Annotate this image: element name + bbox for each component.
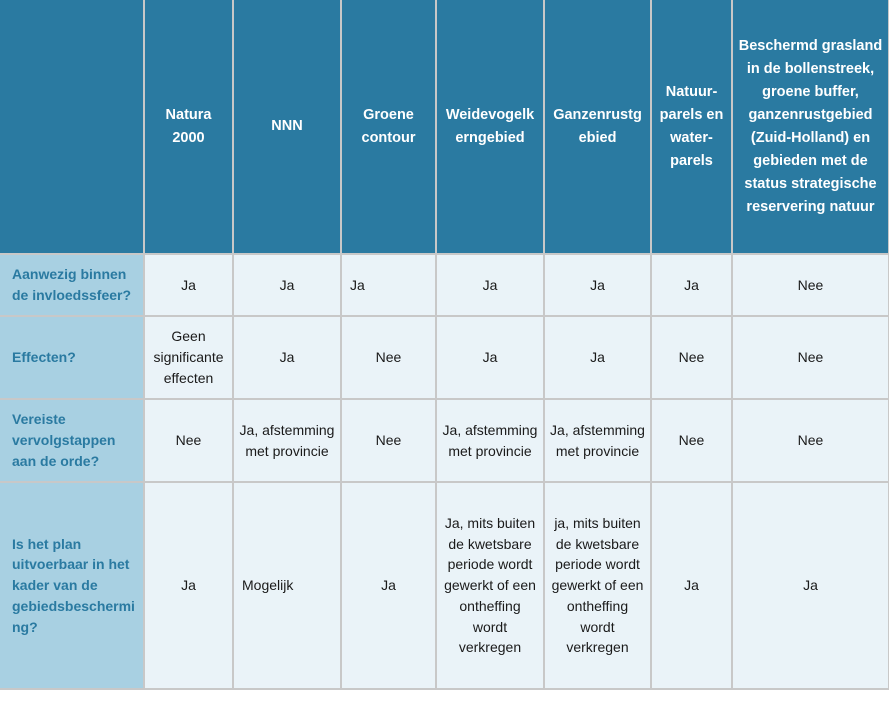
table-cell: Ja [544,254,651,316]
table-cell: Ja [144,254,233,316]
row-header-aanwezig: Aanwezig binnen de invloedssfeer? [0,254,144,316]
table-cell: Nee [144,399,233,482]
column-header-groene-contour: Groene contour [341,0,436,254]
table-cell: ja, mits buiten de kwetsbare periode wordt gewerkt of een ontheffing wordt verkregen [544,482,651,689]
table-cell: Ja [233,316,341,399]
table-cell: Nee [732,399,889,482]
table-cell: Ja [651,482,732,689]
table-cell: Ja, afstemming met provincie [233,399,341,482]
table-cell: Ja [436,254,544,316]
table-cell: Nee [341,316,436,399]
table-cell: Ja, afstemming met provincie [544,399,651,482]
table-cell: Ja [651,254,732,316]
table-cell: Ja, afstemming met provincie [436,399,544,482]
column-header-ganzenrustgebied: Ganzenrustgebied [544,0,651,254]
table-row [0,399,889,482]
table-cell: Ja [341,482,436,689]
table-cell: Nee [341,399,436,482]
table-cell: Nee [732,254,889,316]
row-header-vervolgstappen: Vereiste vervolgstappen aan de orde? [0,399,144,482]
table-cell: Ja, mits buiten de kwetsbare periode wordt gewerkt of een ontheffing wordt verkregen [436,482,544,689]
table-cell: Ja [436,316,544,399]
column-header-natuurparels-waterparels: Natuur-parels en water-parels [651,0,732,254]
table-cell: Geen significante effecten [144,316,233,399]
corner-header-cell [0,0,144,254]
table-row [0,316,889,399]
table-cell: Ja [341,254,436,316]
column-header-beschermd-grasland: Beschermd grasland in de bollenstreek, groene buffer, ganzenrustgebied (Zuid-Holland) en gebieden met de status strategische reservering natuur [732,0,889,254]
table-cell: Nee [651,316,732,399]
row-header-uitvoerbaar: Is het plan uitvoerbaar in het kader van de gebiedsbescherming? [0,482,144,689]
row-header-effecten: Effecten? [0,316,144,399]
column-header-nnn: NNN [233,0,341,254]
table-cell: Ja [144,482,233,689]
table-row [0,254,889,316]
table-cell: Mogelijk [233,482,341,689]
table-cell: Nee [651,399,732,482]
header-row [0,0,889,254]
table-cell: Ja [233,254,341,316]
column-header-weidevogelkerngebied: Weidevogelkerngebied [436,0,544,254]
table-cell: Nee [732,316,889,399]
table-row [0,482,889,689]
table-cell: Ja [544,316,651,399]
table-cell: Ja [732,482,889,689]
column-header-natura-2000: Natura 2000 [144,0,233,254]
